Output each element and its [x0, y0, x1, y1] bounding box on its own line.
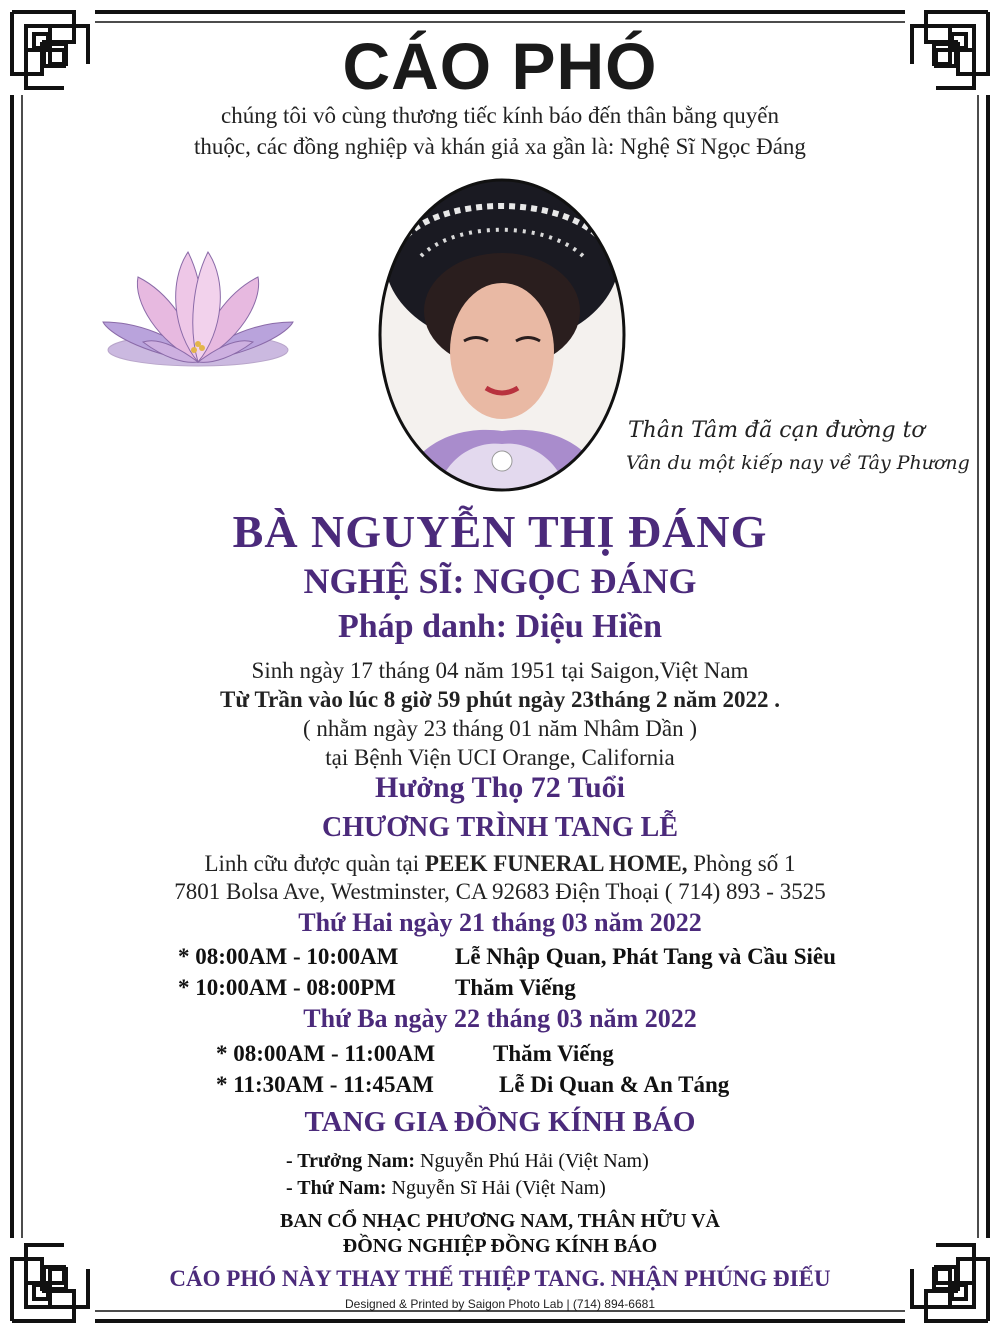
band-line-2: ĐỒNG NGHIỆP ĐỒNG KÍNH BÁO: [342, 1235, 658, 1257]
schedule-item: [216, 1041, 614, 1067]
family-member: [286, 1177, 606, 1200]
death-info-suffix: .: [768, 687, 780, 712]
dharma-name: Pháp danh: Diệu Hiền: [337, 608, 663, 645]
family-name: Nguyễn Sĩ Hải (Việt Nam): [386, 1177, 606, 1199]
day-1-label: Thứ Hai ngày 21 tháng 03 năm 2022: [298, 908, 702, 937]
funeral-address: 7801 Bolsa Ave, Westminster, CA 92683 Điện Thoại ( 714) 893 - 3525: [174, 879, 826, 904]
family-member: [286, 1150, 649, 1173]
family-heading: TANG GIA ĐỒNG KÍNH BÁO: [304, 1106, 696, 1138]
schedule-event: Thăm Viếng: [493, 1041, 614, 1066]
schedule-event: Lễ Nhập Quan, Phát Tang và Cầu Siêu: [455, 944, 836, 969]
family-name: Nguyễn Phú Hải (Việt Nam): [415, 1150, 649, 1172]
band-line-1: BAN CỔ NHẠC PHƯƠNG NAM, THÂN HỮU VÀ: [280, 1210, 720, 1232]
family-role: - Trưởng Nam:: [286, 1150, 415, 1172]
verse-line-1: Thân Tâm đã cạn đường tơ: [628, 418, 925, 443]
birth-info: Sinh ngày 17 tháng 04 năm 1951 tại Saigon,Việt Nam: [251, 658, 749, 683]
location-prefix: Linh cữu được quàn tại: [204, 851, 425, 876]
schedule-time: * 08:00AM - 11:00AM: [216, 1041, 436, 1066]
program-heading: CHƯƠNG TRÌNH TANG LỄ: [321, 812, 678, 843]
room-number: Phòng số 1: [687, 851, 796, 876]
death-info-text: Từ Trần vào lúc 8 giờ 59 phút ngày 23tháng 2 năm 2022: [220, 687, 769, 712]
schedule-item: [178, 975, 576, 1001]
schedule-time: * 10:00AM - 08:00PM: [178, 975, 396, 1000]
age-line: Hưởng Thọ 72 Tuổi: [374, 771, 626, 804]
lunar-date: ( nhằm ngày 23 tháng 01 năm Nhâm Dần ): [302, 716, 698, 741]
deceased-name: BÀ NGUYỄN THỊ ĐÁNG: [232, 506, 768, 557]
schedule-time: * 08:00AM - 10:00AM: [178, 944, 399, 969]
printer-credit: Designed & Printed by Saigon Photo Lab | (714) 894-6681: [345, 1297, 655, 1311]
schedule-event: Lễ Di Quan & An Táng: [499, 1072, 730, 1097]
day-2-label: Thứ Ba ngày 22 tháng 03 năm 2022: [303, 1004, 697, 1033]
artist-name: NGHỆ SĨ: NGỌC ĐÁNG: [303, 561, 697, 601]
funeral-home-name: PEEK FUNERAL HOME,: [424, 851, 688, 876]
intro-line-1: chúng tôi vô cùng thương tiếc kính báo đến thân bằng quyến: [221, 103, 779, 128]
family-role: - Thứ Nam:: [286, 1177, 387, 1199]
schedule-item: [178, 944, 836, 970]
intro-line-2: thuộc, các đồng nghiệp và khán giả xa gần là: Nghệ Sĩ Ngọc Đáng: [194, 134, 806, 159]
funeral-location: [0, 851, 1000, 877]
portrait-photo: [376, 176, 628, 494]
footer-notice: CÁO PHÓ NÀY THAY THẾ THIỆP TANG. NHẬN PHÚNG ĐIẾU: [169, 1266, 831, 1291]
verse-line-2: Vân du một kiếp nay về Tây Phương: [626, 452, 970, 474]
lotus-flower-image: [98, 232, 298, 392]
schedule-event: Thăm Viếng: [455, 975, 576, 1000]
page-title: CÁO PHÓ: [342, 29, 658, 103]
death-place: tại Bệnh Viện UCI Orange, California: [325, 745, 675, 770]
schedule-item: [216, 1072, 729, 1098]
schedule-time: * 11:30AM - 11:45AM: [216, 1072, 434, 1097]
death-info: [0, 687, 1000, 713]
